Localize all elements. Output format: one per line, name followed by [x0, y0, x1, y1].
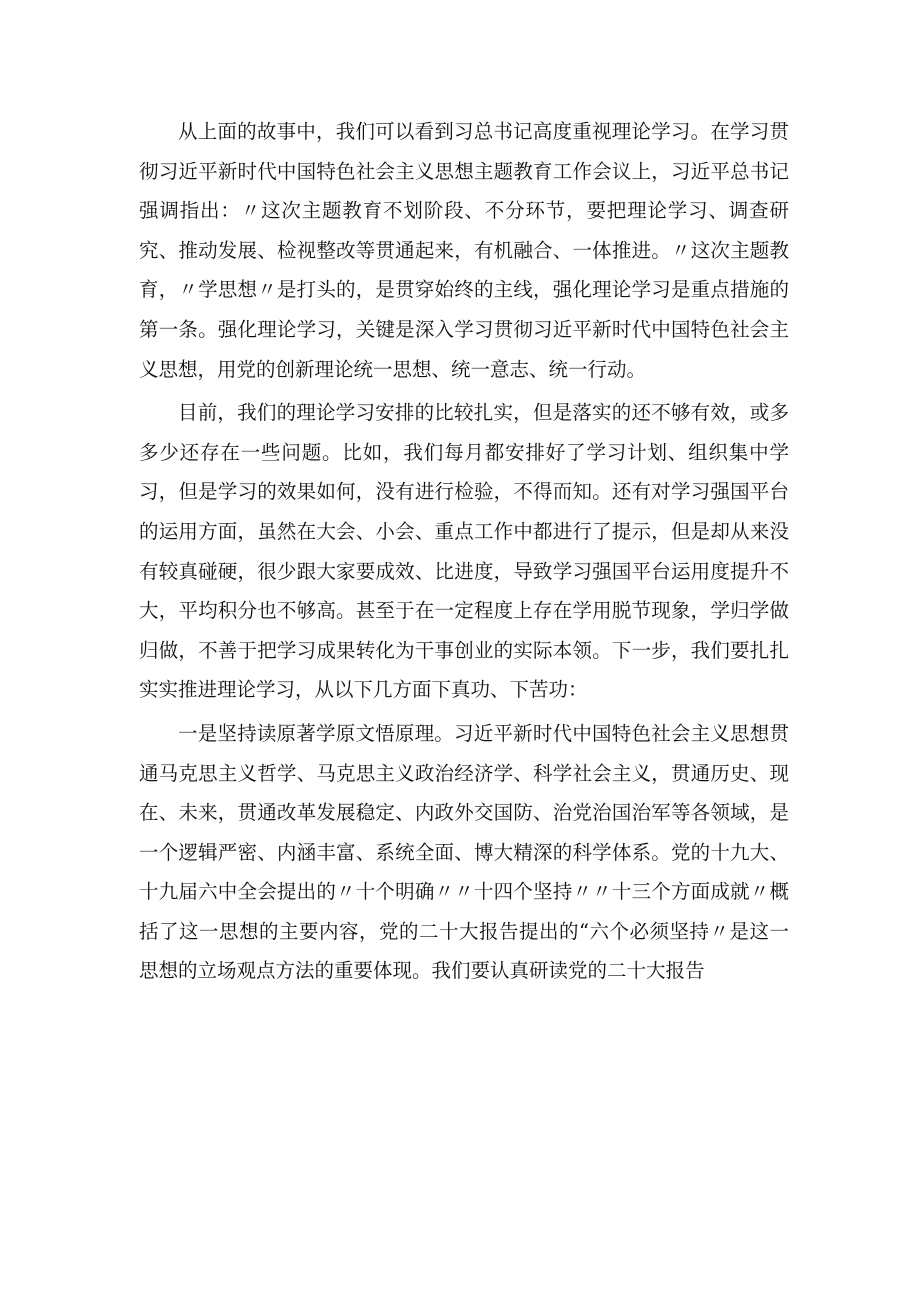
- paragraph-1: 从上面的故事中，我们可以看到习总书记高度重视理论学习。在学习贯彻习近平新时代中国特色社会主义思想主题教育工作会议上，习近平总书记强调指出：〃这次主题教育不划阶段、不分环节，要把理论学习、调查研究、推动发展、检视整改等贯通起来，有机融合、一体推进。〃这次主题教育，〃学思想〃是打头的，是贯穿始终的主线，强化理论学习是重点措施的第一条。强化理论学习，关键是深入学习贯彻习近平新时代中国特色社会主义思想，用党的创新理论统一思想、统一意志、统一行动。: [139, 120, 789, 381]
- paragraph-2: 目前，我们的理论学习安排的比较扎实，但是落实的还不够有效，或多多少还存在一些问题。比如，我们每月都安排好了学习计划、组织集中学习，但是学习的效果如何，没有进行检验，不得而知。还有对学习强国平台的运用方面，虽然在大会、小会、重点工作中都进行了提示，但是却从来没有较真碰硬，很少跟大家要成效、比进度，导致学习强国平台运用度提升不大，平均积分也不够高。甚至于在一定程度上存在学用脱节现象，学归学做归做，不善于把学习成果转化为干事创业的实际本领。下一步，我们要扎扎实实推进理论学习，从以下几方面下真功、下苦功：: [139, 401, 789, 702]
- document-body: [139, 112, 789, 991]
- paragraph-3: 一是坚持读原著学原文悟原理。习近平新时代中国特色社会主义思想贯通马克思主义哲学、马克思主义政治经济学、科学社会主义，贯通历史、现在、未来，贯通改革发展稳定、内政外交国防、治党治国治军等各领域，是一个逻辑严密、内涵丰富、系统全面、博大精深的科学体系。党的十九大、十九届六中全会提出的〃十个明确〃〃十四个坚持〃〃十三个方面成就〃概括了这一思想的主要内容，党的二十大报告提出的“六个必须坚持〃是这一思想的立场观点方法的重要体现。我们要认真研读党的二十大报告: [139, 721, 789, 983]
